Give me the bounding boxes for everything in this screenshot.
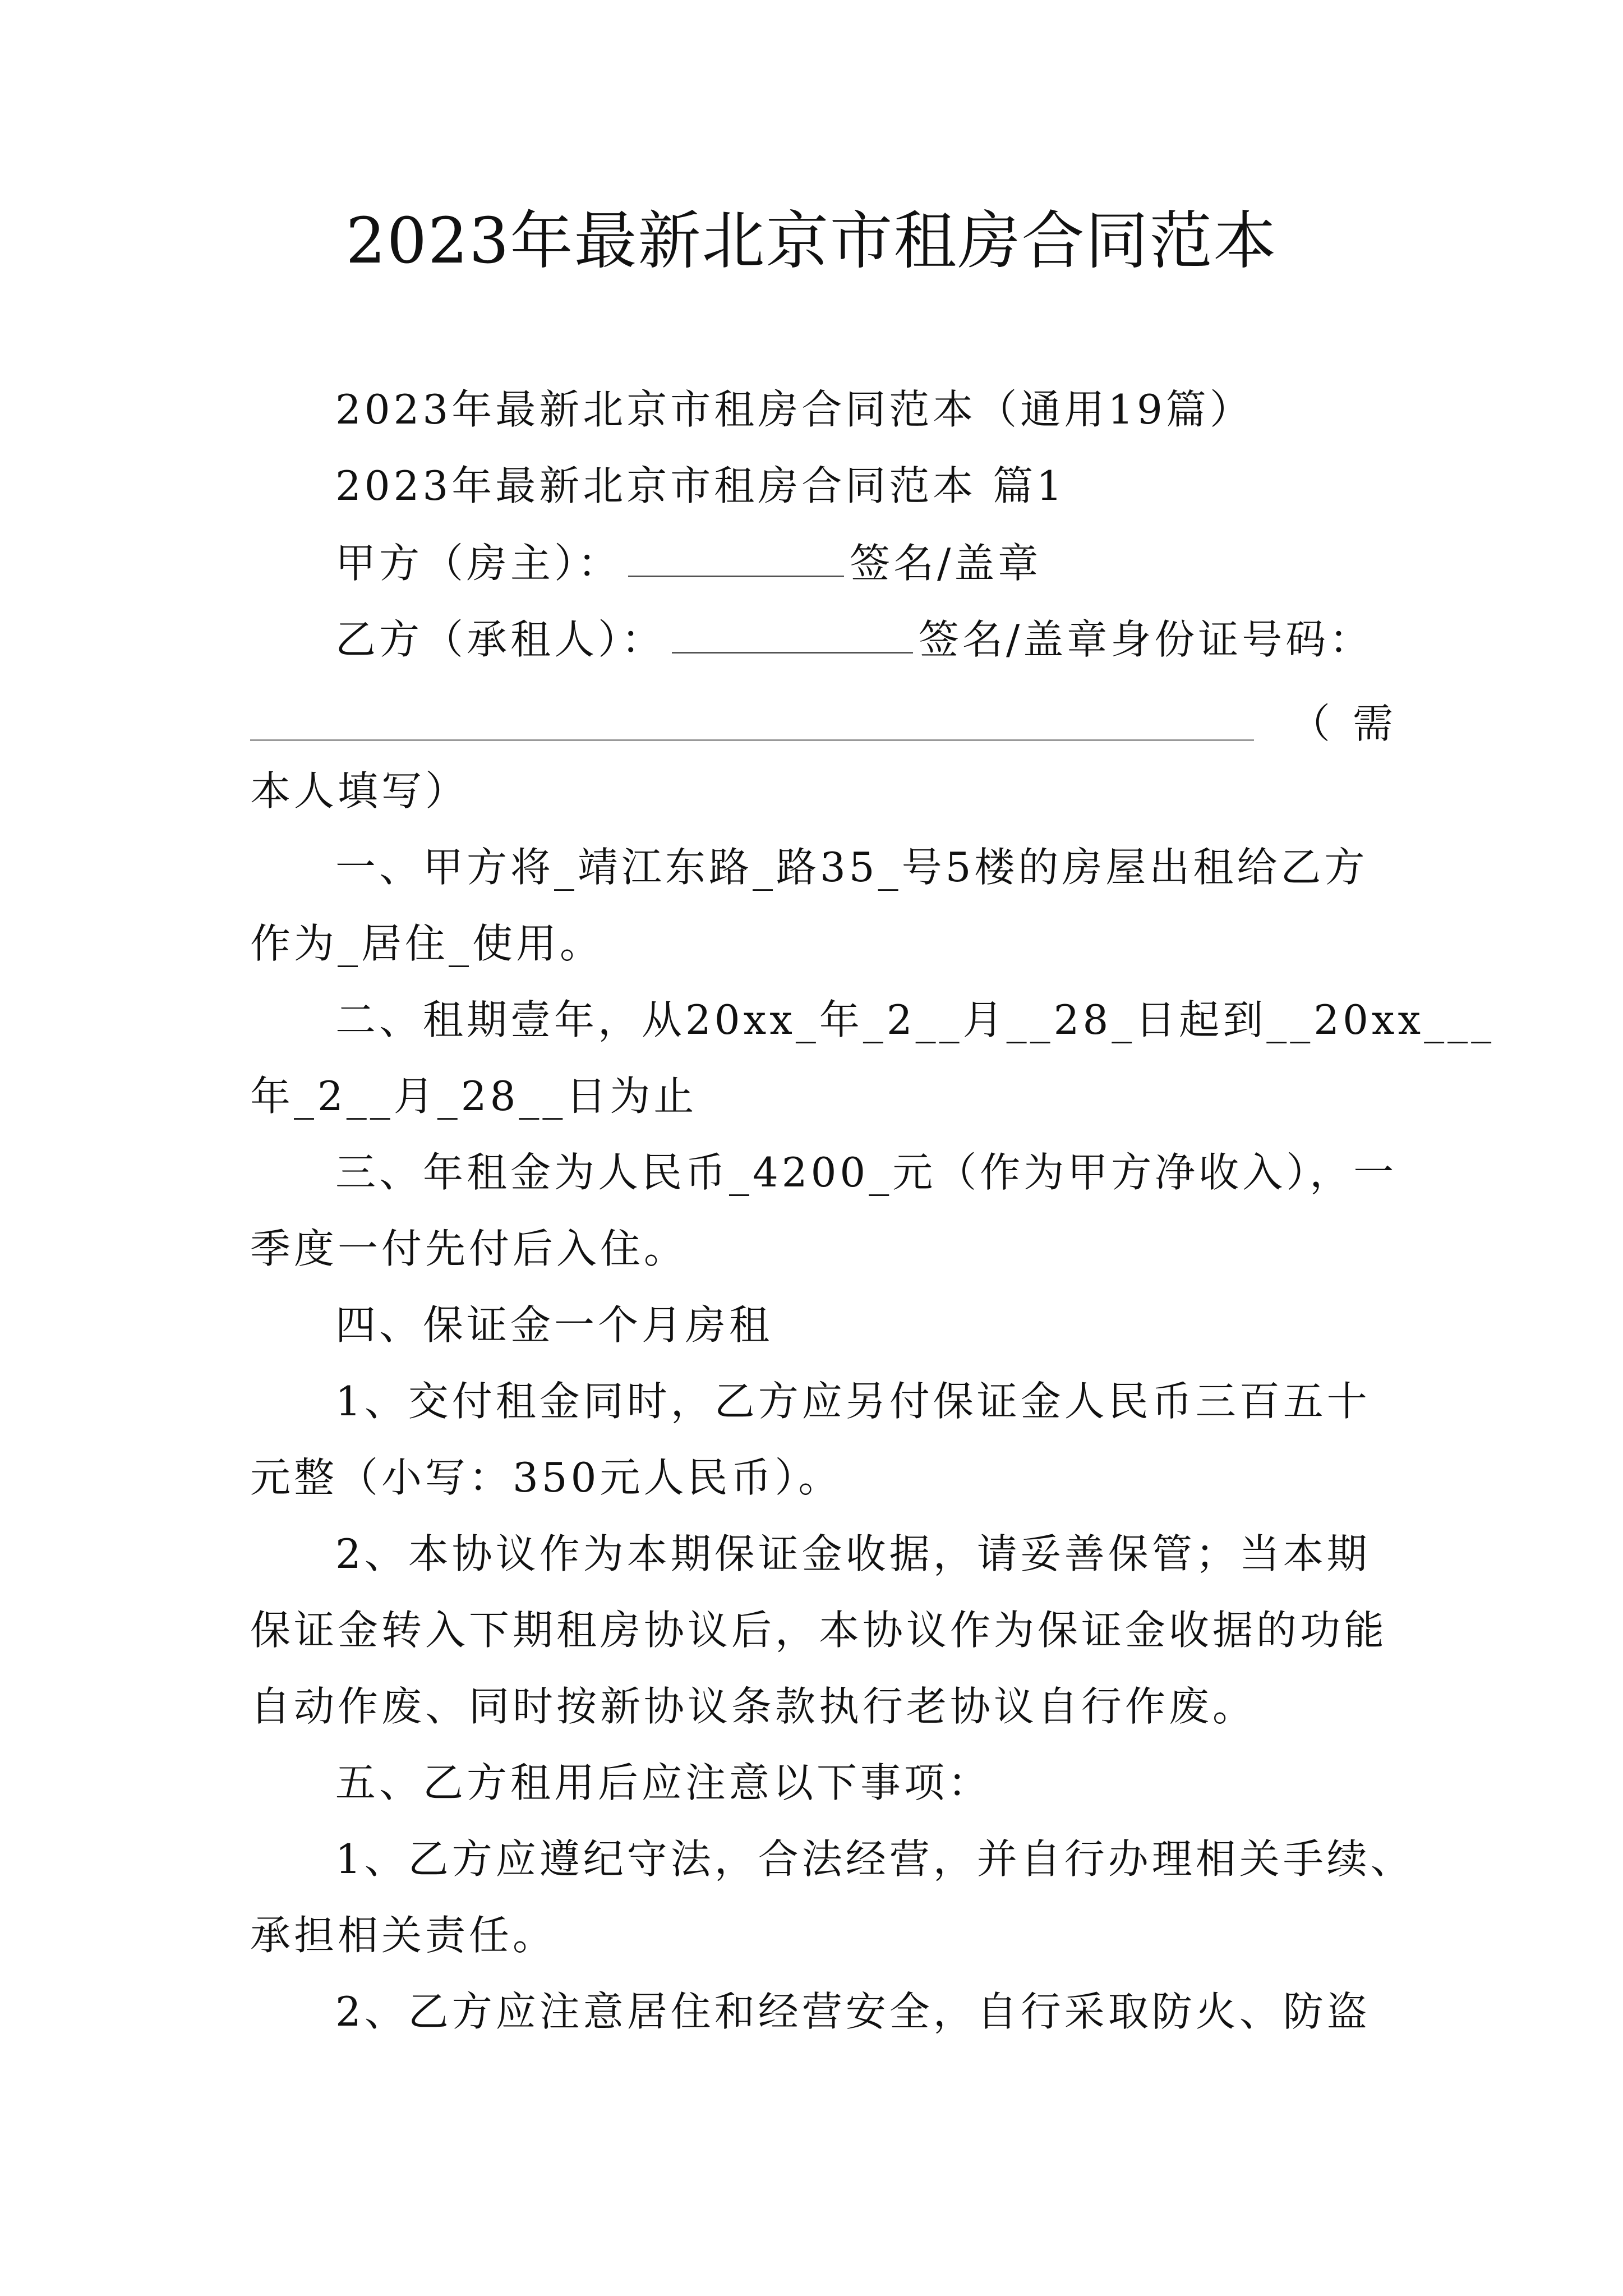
clause-4-item-2-line-1: 2、本协议作为本期保证金收据，请妥善保管；当本期 [335, 1530, 1371, 1577]
id-number-blank [250, 739, 1254, 741]
clause-5-item-1-line-1: 1、乙方应遵纪守法，合法经营，并自行办理相关手续、 [335, 1835, 1414, 1883]
document-title: 2023年最新北京市租房合同范本 [345, 205, 1278, 278]
clause-4-item-1-line-2: 元整（小写：350元人民币）。 [250, 1454, 842, 1501]
clause-5-heading: 五、乙方租用后应注意以下事项： [335, 1759, 992, 1806]
party-b-label: 乙方（承租人）： [335, 616, 666, 663]
clause-3-line-2: 季度一付先付后入住。 [250, 1225, 688, 1272]
clause-1-line-1: 一、甲方将_靖江东路_路35_号5楼的房屋出租给乙方 [335, 844, 1368, 891]
party-b-line [335, 610, 1373, 668]
clause-5-item-1-line-2: 承担相关责任。 [250, 1912, 557, 1959]
clause-4-item-2-line-2: 保证金转入下期租房协议后，本协议作为保证金收据的功能 [250, 1607, 1388, 1654]
clause-4-item-1-line-1: 1、交付租金同时，乙方应另付保证金人民币三百五十 [335, 1378, 1371, 1425]
party-a-label: 甲方（房主）： [335, 540, 622, 587]
clause-3-line-1: 三、年租金为人民币_4200_元（作为甲方净收入），一 [335, 1149, 1398, 1196]
clause-4-item-2-line-3: 自动作废、同时按新协议条款执行老协议自行作废。 [250, 1683, 1257, 1730]
party-a-sign: 签名/盖章 [850, 540, 1042, 587]
clause-5-item-2-line-1: 2、乙方应注意居住和经营安全，自行采取防火、防盗 [335, 1988, 1371, 2035]
party-b-sign: 签名/盖章身份证号码： [919, 616, 1373, 663]
id-note-open: （需 [1290, 700, 1416, 747]
clause-1-line-2: 作为_居住_使用。 [250, 920, 604, 967]
party-a-blank [628, 534, 844, 577]
clause-4-heading: 四、保证金一个月房租 [335, 1301, 773, 1349]
clause-2-line-1: 二、租期壹年，从20xx_年_2__月__28_日起到__20xx___ [335, 996, 1495, 1043]
id-note-close: 本人填写） [250, 767, 469, 815]
party-b-blank [672, 610, 913, 654]
clause-2-line-2: 年_2__月_28__日为止 [250, 1073, 698, 1120]
heading-general: 2023年最新北京市租房合同范本（通用19篇） [335, 386, 1253, 433]
party-a-line [335, 534, 1041, 591]
heading-part1: 2023年最新北京市租房合同范本 篇1 [335, 462, 1066, 509]
